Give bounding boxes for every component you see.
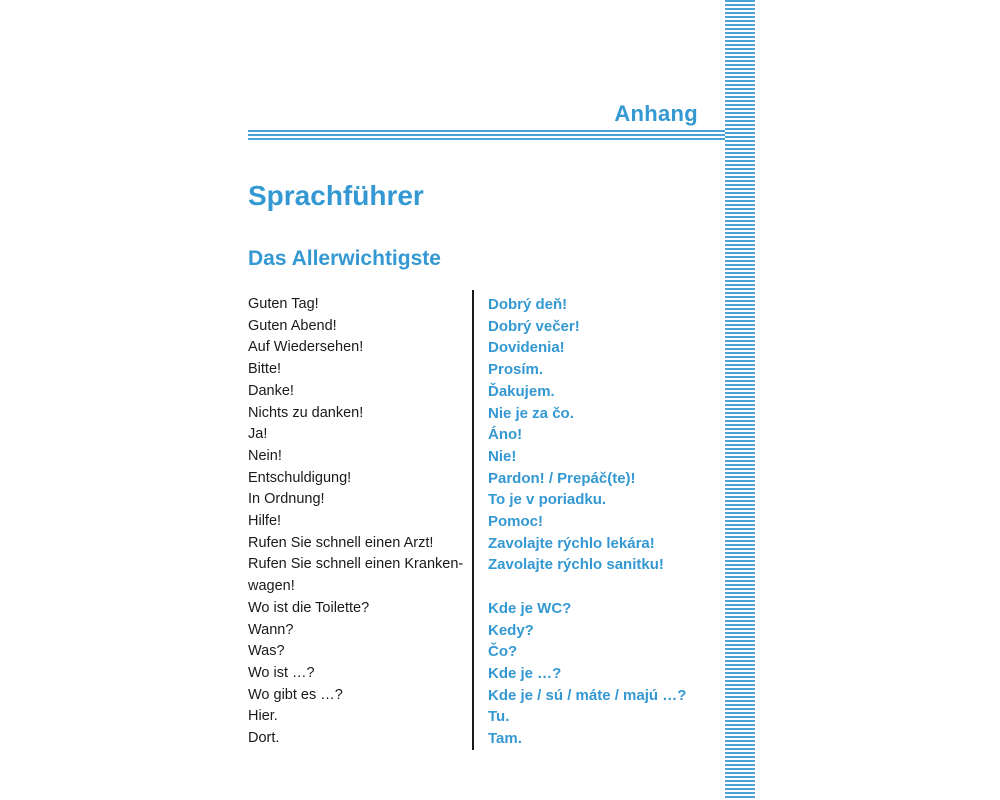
phrase-slovak: Dovidenia! [488, 339, 565, 357]
phrase-german: Auf Wiedersehen! [248, 339, 364, 356]
phrase-german: Hilfe! [248, 513, 282, 530]
header-rule [248, 130, 725, 141]
decorative-stripe-bar [725, 0, 755, 800]
phrase-row [248, 598, 718, 620]
phrase-row [248, 337, 718, 359]
phrase-german: Hier. [248, 708, 278, 725]
phrase-german: Guten Tag! [248, 296, 319, 312]
phrase-row [248, 533, 718, 555]
phrase-slovak: Kde je / sú / máte / majú …? [488, 686, 687, 704]
phrase-german: Nein! [248, 447, 282, 464]
phrase-row [248, 620, 718, 642]
phrase-german: Wo ist die Toilette? [248, 599, 370, 616]
running-header: Anhang [614, 101, 698, 126]
phrase-row [248, 468, 718, 490]
phrase-german: Wo ist …? [248, 664, 315, 681]
phrase-row [248, 381, 718, 403]
phrase-row [248, 294, 718, 316]
phrase-row [248, 663, 718, 685]
phrase-row [248, 728, 718, 750]
phrase-slovak: Zavolajte rýchlo lekára! [488, 534, 655, 552]
phrase-row [248, 403, 718, 425]
phrase-german: Guten Abend! [248, 317, 337, 334]
page-title: Sprachführer [248, 180, 424, 211]
phrase-row [248, 511, 718, 533]
section-title: Das Allerwichtigste [248, 247, 441, 270]
phrase-german: wagen! [248, 578, 295, 595]
phrase-german: Wo gibt es …? [248, 686, 343, 703]
phrase-slovak: Dobrý večer! [488, 317, 580, 335]
phrase-slovak: Kde je …? [488, 664, 562, 682]
phrase-german: In Ordnung! [248, 491, 325, 508]
phrase-row [248, 576, 718, 598]
phrase-slovak: Tu. [488, 708, 510, 726]
phrase-german: Ja! [248, 426, 268, 443]
phrase-row [248, 489, 718, 511]
phrase-row [248, 424, 718, 446]
phrase-slovak: Ďakujem. [488, 382, 555, 400]
phrase-german: Was? [248, 643, 285, 660]
phrase-slovak: Kedy? [488, 621, 534, 639]
phrase-row [248, 685, 718, 707]
phrase-german: Dort. [248, 730, 280, 747]
phrase-row [248, 316, 718, 338]
phrase-german: Entschuldigung! [248, 469, 352, 486]
phrase-slovak: Áno! [488, 426, 523, 444]
phrase-german: Danke! [248, 382, 294, 399]
phrase-german: Nichts zu danken! [248, 404, 364, 421]
phrase-slovak: Kde je WC? [488, 599, 572, 617]
phrase-german: Bitte! [248, 361, 282, 378]
phrase-slovak: Nie! [488, 447, 517, 465]
phrase-slovak: Tam. [488, 730, 522, 748]
phrase-slovak: Prosím. [488, 361, 544, 379]
phrase-table [248, 294, 718, 750]
phrase-slovak: Pomoc! [488, 513, 544, 531]
phrase-row [248, 359, 718, 381]
phrase-german: Wann? [248, 621, 294, 638]
phrase-slovak: To je v poriadku. [488, 491, 607, 509]
phrase-row [248, 706, 718, 728]
phrase-slovak: Čo? [488, 643, 518, 661]
phrase-slovak: Zavolajte rýchlo sanitku! [488, 556, 664, 574]
phrase-row [248, 446, 718, 468]
phrase-slovak: Nie je za čo. [488, 404, 574, 422]
phrase-german: Rufen Sie schnell einen Kranken- [248, 556, 464, 573]
phrase-german: Rufen Sie schnell einen Arzt! [248, 534, 434, 551]
phrase-row [248, 641, 718, 663]
phrase-slovak: Pardon! / Prepáč(te)! [488, 469, 636, 487]
phrase-slovak: Dobrý deň! [488, 296, 568, 313]
phrase-row [248, 554, 718, 576]
